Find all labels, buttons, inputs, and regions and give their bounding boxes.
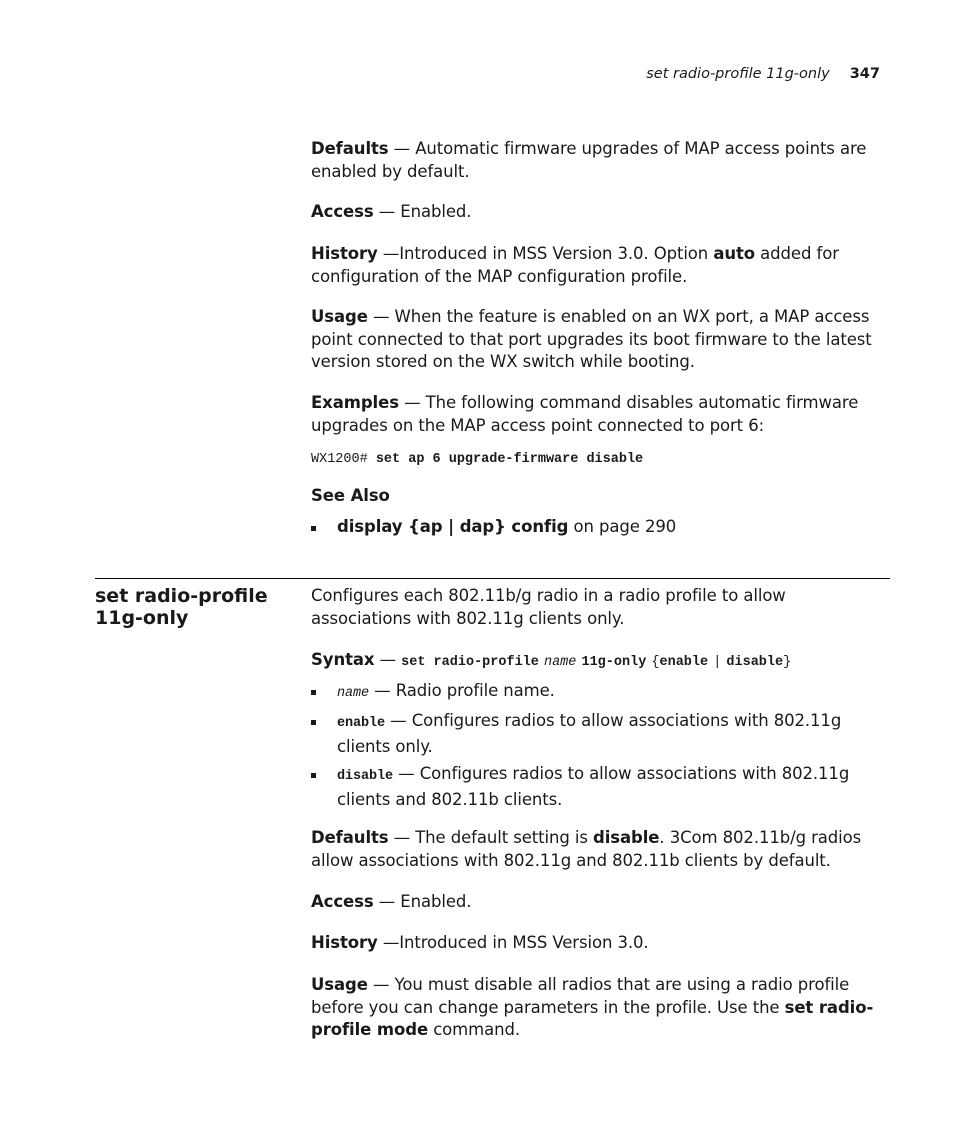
usage-paragraph bbox=[311, 306, 891, 374]
usage-text: — When the feature is enabled on an WX port, a MAP access point connected to that port upgrades its boot firmware to the latest version stored on the WX switch while booting. bbox=[311, 307, 872, 371]
param-name: disable bbox=[337, 769, 394, 784]
param-name: name bbox=[337, 686, 370, 701]
section-defaults-paragraph bbox=[311, 827, 891, 872]
section-usage-text-2: command. bbox=[428, 1020, 520, 1039]
bullet-icon bbox=[311, 526, 316, 531]
history-text-2: added for configuration of the MAP configuration profile. bbox=[311, 244, 839, 286]
section-defaults-bold: disable bbox=[593, 828, 660, 847]
bullet-icon bbox=[311, 773, 316, 778]
examples-text: — The following command disables automatic firmware upgrades on the MAP access point connected to port 6: bbox=[311, 393, 859, 435]
param-item-enable bbox=[311, 710, 891, 758]
running-head-title: set radio-profile 11g-only bbox=[646, 66, 830, 82]
param-desc: — Configures radios to allow associations with 802.11g clients and 802.11b clients. bbox=[337, 764, 850, 809]
section-history-text: —Introduced in MSS Version 3.0. bbox=[377, 933, 649, 952]
examples-paragraph bbox=[311, 392, 891, 437]
examples-label: Examples bbox=[311, 393, 399, 412]
section-defaults-label: Defaults bbox=[311, 828, 389, 847]
param-name: enable bbox=[337, 716, 386, 731]
param-item-name bbox=[311, 680, 891, 706]
example-command-text: set ap 6 upgrade-firmware disable bbox=[375, 452, 644, 467]
see-also-heading: See Also bbox=[311, 486, 390, 505]
section-title: set radio-profile 11g-only bbox=[95, 585, 268, 629]
history-text-1: —Introduced in MSS Version 3.0. Option bbox=[377, 244, 714, 263]
syntax-line bbox=[311, 649, 891, 672]
defaults-paragraph bbox=[311, 138, 891, 183]
bullet-icon bbox=[311, 690, 316, 695]
example-prompt: WX1200# bbox=[311, 452, 376, 467]
param-desc: — Configures radios to allow associations with 802.11g clients only. bbox=[337, 711, 842, 756]
section-access-text: — Enabled. bbox=[373, 892, 472, 911]
defaults-label: Defaults bbox=[311, 139, 389, 158]
bullet-icon bbox=[311, 720, 316, 725]
param-desc: — Radio profile name. bbox=[369, 681, 555, 700]
section-defaults-text-2: . 3Com 802.11b/g radios allow associations with 802.11g and 802.11b clients by default. bbox=[311, 828, 862, 870]
see-also-link[interactable]: display {ap | dap} config bbox=[337, 517, 569, 536]
history-label: History bbox=[311, 244, 378, 263]
syntax-opt1: enable bbox=[659, 655, 709, 670]
access-label: Access bbox=[311, 202, 374, 221]
page-number: 347 bbox=[849, 66, 880, 82]
section-usage-paragraph bbox=[311, 974, 891, 1042]
history-paragraph bbox=[311, 243, 891, 288]
section-usage-text-1: — You must disable all radios that are using a radio profile before you can change parameters in the profile. Use the bbox=[311, 975, 850, 1017]
syntax-param: name bbox=[543, 655, 577, 670]
syntax-dash: — bbox=[374, 650, 402, 669]
usage-label: Usage bbox=[311, 307, 368, 326]
syntax-keyword: 11g-only bbox=[581, 655, 647, 670]
section-history-paragraph bbox=[311, 932, 891, 955]
see-also-suffix: on page 290 bbox=[568, 517, 677, 536]
running-head bbox=[646, 66, 880, 82]
section-divider bbox=[95, 578, 890, 579]
param-item-disable bbox=[311, 763, 891, 811]
syntax-brace-close: } bbox=[783, 655, 792, 670]
section-usage-label: Usage bbox=[311, 975, 368, 994]
syntax-brace-open: { bbox=[651, 655, 660, 670]
example-command bbox=[311, 447, 891, 467]
section-access-paragraph bbox=[311, 891, 891, 914]
syntax-opt2: disable bbox=[726, 655, 784, 670]
section-history-label: History bbox=[311, 933, 378, 952]
see-also-item bbox=[311, 516, 891, 539]
syntax-cmd: set radio-profile bbox=[401, 655, 539, 670]
access-text: — Enabled. bbox=[373, 202, 472, 221]
syntax-label: Syntax bbox=[311, 650, 375, 669]
access-paragraph bbox=[311, 201, 891, 224]
section-defaults-text-1: — The default setting is bbox=[388, 828, 594, 847]
section-description: Configures each 802.11b/g radio in a radio profile to allow associations with 802.11g clients only. bbox=[311, 586, 786, 628]
history-bold: auto bbox=[713, 244, 756, 263]
syntax-sep: | bbox=[713, 655, 722, 670]
defaults-text: — Automatic firmware upgrades of MAP access points are enabled by default. bbox=[311, 139, 867, 181]
section-access-label: Access bbox=[311, 892, 374, 911]
section-usage-bold: set radio-profile mode bbox=[311, 997, 874, 1039]
